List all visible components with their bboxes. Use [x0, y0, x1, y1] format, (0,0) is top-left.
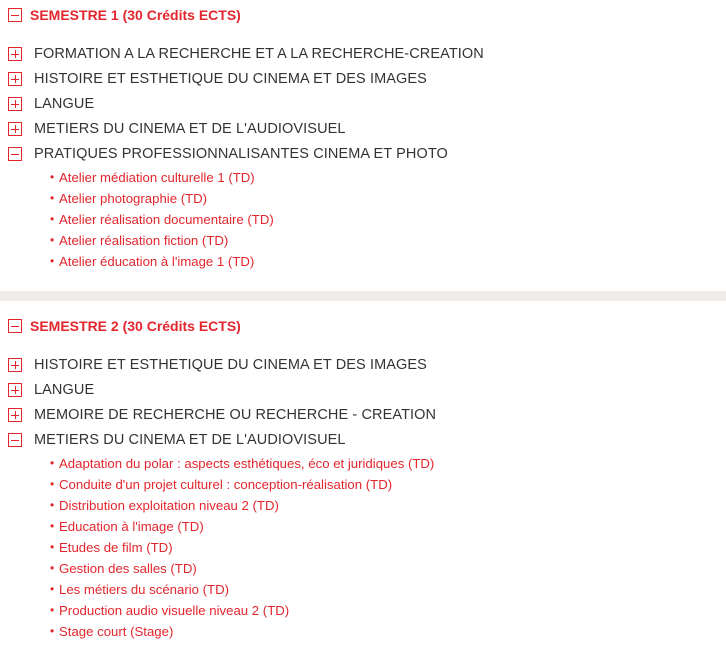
course-item[interactable] [50, 232, 228, 248]
plus-box-icon[interactable] [8, 47, 22, 61]
minus-box-icon[interactable] [8, 8, 22, 22]
bullet-icon: • [50, 477, 55, 491]
bullet-icon: • [50, 519, 55, 533]
course-item[interactable] [50, 211, 274, 227]
course-link[interactable]: Atelier photographie (TD) [59, 190, 208, 206]
plus-box-icon[interactable] [8, 122, 22, 136]
semester-1-toggle[interactable] [0, 7, 241, 23]
unit-histoire-esthetique[interactable] [0, 70, 427, 88]
course-link[interactable]: Distribution exploitation niveau 2 (TD) [59, 497, 279, 513]
course-item[interactable] [50, 518, 204, 534]
bullet-icon: • [50, 233, 55, 247]
course-link[interactable]: Education à l'image (TD) [59, 518, 204, 534]
course-item[interactable] [50, 560, 197, 576]
bullet-icon: • [50, 191, 55, 205]
bullet-icon: • [50, 582, 55, 596]
course-link[interactable]: Gestion des salles (TD) [59, 560, 197, 576]
plus-box-icon[interactable] [8, 97, 22, 111]
plus-box-icon[interactable] [8, 72, 22, 86]
bullet-icon: • [50, 498, 55, 512]
course-link[interactable]: Production audio visuelle niveau 2 (TD) [59, 602, 290, 618]
plus-box-icon[interactable] [8, 408, 22, 422]
course-item[interactable] [50, 539, 173, 555]
unit-langue[interactable] [0, 95, 94, 113]
unit-label[interactable]: MEMOIRE DE RECHERCHE OU RECHERCHE - CREATION [34, 407, 437, 423]
unit-langue[interactable] [0, 381, 94, 399]
unit-metiers-cinema[interactable] [0, 431, 346, 449]
course-link[interactable]: Atelier éducation à l'image 1 (TD) [59, 253, 255, 269]
unit-label[interactable]: LANGUE [34, 382, 95, 398]
plus-box-icon[interactable] [8, 383, 22, 397]
course-item[interactable] [50, 623, 173, 639]
unit-label[interactable]: HISTOIRE ET ESTHETIQUE DU CINEMA ET DES IMAGES [34, 71, 427, 87]
course-item[interactable] [50, 476, 392, 492]
unit-histoire-esthetique[interactable] [0, 356, 427, 374]
semester-2-toggle[interactable] [0, 318, 241, 334]
course-link[interactable]: Conduite d'un projet culturel : conception-réalisation (TD) [59, 476, 393, 492]
semester-divider [0, 291, 726, 301]
bullet-icon: • [50, 254, 55, 268]
unit-memoire-recherche[interactable] [0, 406, 436, 424]
semester-2-title[interactable]: SEMESTRE 2 (30 Crédits ECTS) [30, 318, 241, 334]
unit-formation-recherche[interactable] [0, 45, 484, 63]
course-item[interactable] [50, 253, 254, 269]
course-item[interactable] [50, 169, 255, 185]
course-link[interactable]: Stage court (Stage) [59, 623, 174, 639]
unit-metiers-cinema[interactable] [0, 120, 346, 138]
bullet-icon: • [50, 212, 55, 226]
bullet-icon: • [50, 624, 55, 638]
course-link[interactable]: Atelier médiation culturelle 1 (TD) [59, 169, 255, 185]
unit-pratiques-pro[interactable] [0, 145, 448, 163]
unit-label[interactable]: PRATIQUES PROFESSIONNALISANTES CINEMA ET PHOTO [34, 146, 448, 162]
bullet-icon: • [50, 170, 55, 184]
course-item[interactable] [50, 190, 207, 206]
unit-label[interactable]: METIERS DU CINEMA ET DE L'AUDIOVISUEL [34, 121, 346, 137]
course-link[interactable]: Les métiers du scénario (TD) [59, 581, 230, 597]
unit-label[interactable]: LANGUE [34, 96, 95, 112]
unit-label[interactable]: METIERS DU CINEMA ET DE L'AUDIOVISUEL [34, 432, 346, 448]
course-item[interactable] [50, 602, 289, 618]
semester-1-panel [0, 0, 726, 291]
bullet-icon: • [50, 456, 55, 470]
course-item[interactable] [50, 497, 279, 513]
minus-box-icon[interactable] [8, 433, 22, 447]
bullet-icon: • [50, 561, 55, 575]
semester-2-panel [0, 301, 726, 652]
course-link[interactable]: Etudes de film (TD) [59, 539, 173, 555]
minus-box-icon[interactable] [8, 319, 22, 333]
unit-label[interactable]: FORMATION A LA RECHERCHE ET A LA RECHERCHE-CREATION [34, 46, 484, 62]
unit-label[interactable]: HISTOIRE ET ESTHETIQUE DU CINEMA ET DES IMAGES [34, 357, 427, 373]
course-item[interactable] [50, 455, 434, 471]
course-link[interactable]: Adaptation du polar : aspects esthétiques, éco et juridiques (TD) [59, 455, 435, 471]
plus-box-icon[interactable] [8, 358, 22, 372]
course-link[interactable]: Atelier réalisation documentaire (TD) [59, 211, 274, 227]
bullet-icon: • [50, 603, 55, 617]
semester-1-title[interactable]: SEMESTRE 1 (30 Crédits ECTS) [30, 7, 241, 23]
bullet-icon: • [50, 540, 55, 554]
course-item[interactable] [50, 581, 229, 597]
course-link[interactable]: Atelier réalisation fiction (TD) [59, 232, 229, 248]
minus-box-icon[interactable] [8, 147, 22, 161]
